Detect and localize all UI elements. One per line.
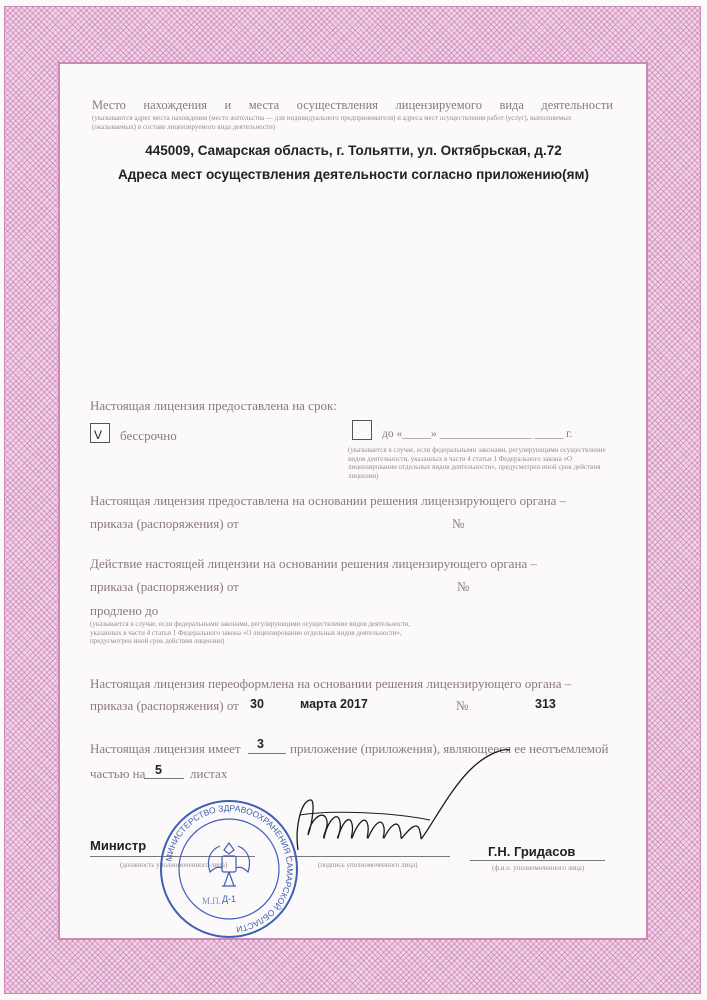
extension-label: Действие настоящей лицензии на основании решения лицензирующего органа – — [90, 556, 537, 571]
basis-label: Настоящая лицензия предоставлена на основании решения лицензирующего органа – — [90, 493, 567, 508]
stamp-label: Д-1 — [221, 894, 237, 904]
location-heading: Место нахождения и места осуществления лицензируемого вида деятельности — [92, 98, 613, 112]
signatory-position: Министр — [90, 838, 147, 853]
address: 445009, Самарская область, г. Тольятти, ул. Октябрьская, д.72 — [145, 143, 562, 158]
reissue-order: приказа (распоряжения) от — [90, 698, 239, 713]
signature-caption: (подпись уполномоченного лица) — [318, 861, 418, 869]
annex-text-1: Настоящая лицензия имеет — [90, 741, 241, 756]
stamp-place: М.П. — [202, 896, 222, 906]
reissue-number: 313 — [535, 697, 556, 711]
extension-prolonged: продлено до — [90, 603, 159, 618]
term-until-checkbox[interactable] — [352, 420, 372, 440]
extension-number-sign: № — [457, 579, 470, 594]
term-label: Настоящая лицензия предоставлена на срок: — [90, 398, 337, 413]
stamp-ring-text: МИНИСТЕРСТВО ЗДРАВООХРАНЕНИЯ САМАРСКОЙ ОБЛАСТИ — [163, 802, 296, 935]
position-caption: (должность уполномоченного лица) — [120, 861, 228, 869]
perpetual-label: бессрочно — [120, 428, 177, 443]
reissue-month-year: марта 2017 — [300, 697, 368, 711]
term-until: до «_____» ________________ _____ г. — [382, 428, 573, 440]
places-text: Адреса мест осуществления деятельности согласно приложению(ям) — [117, 167, 590, 182]
extension-note: (указывается в случае, если федеральными законами, регулирующими осуществление видов деятельности, указанных в части 4 статьи 1 Федерального закона «О лицензировании отдельных видов деятельности», предусмотрен иной срок действия лицензии) — [90, 620, 411, 645]
perpetual-checkbox[interactable] — [90, 423, 110, 443]
check-mark: V — [94, 428, 103, 442]
location-note: (указываются адрес места нахождения (место жительства — для индивидуального предпринимателя) и адреса мест осуществления работ (услуг), выполняемых (оказываемых) в составе лицензируемого вида деятельности) — [92, 114, 572, 131]
term-note: (указывается в случае, если федеральными законами, регулирующими осуществление видов деятельности, указанных в части 4 статьи 1 Федерального закона «О лицензировании отдельных видов деятельности», предусмотрен иной срок действия лицензии) — [348, 446, 606, 480]
extension-order: приказа (распоряжения) от — [90, 579, 239, 594]
signatory-name: Г.Н. Гридасов — [488, 844, 576, 859]
name-caption: (ф.и.о. уполномоченного лица) — [492, 864, 585, 872]
reissue-day: 30 — [250, 697, 264, 711]
official-stamp — [158, 798, 300, 940]
annex-sheets: 5 — [155, 763, 162, 777]
reissue-number-sign: № — [456, 698, 469, 713]
reissue-label: Настоящая лицензия переоформлена на основании решения лицензирующего органа – — [90, 676, 572, 691]
annex-count: 3 — [257, 737, 264, 751]
handwritten-signature — [270, 740, 530, 870]
annex-sheets-line — [144, 778, 184, 779]
basis-order: приказа (распоряжения) от — [90, 516, 239, 531]
basis-number-sign: № — [452, 516, 465, 531]
annex-text-4: листах — [190, 766, 228, 781]
annex-text-2: приложение (приложения), являющееся ее неотъемлемой — [290, 741, 609, 756]
annex-text-3: частью на — [90, 766, 146, 781]
eagle-emblem-icon — [208, 843, 249, 886]
